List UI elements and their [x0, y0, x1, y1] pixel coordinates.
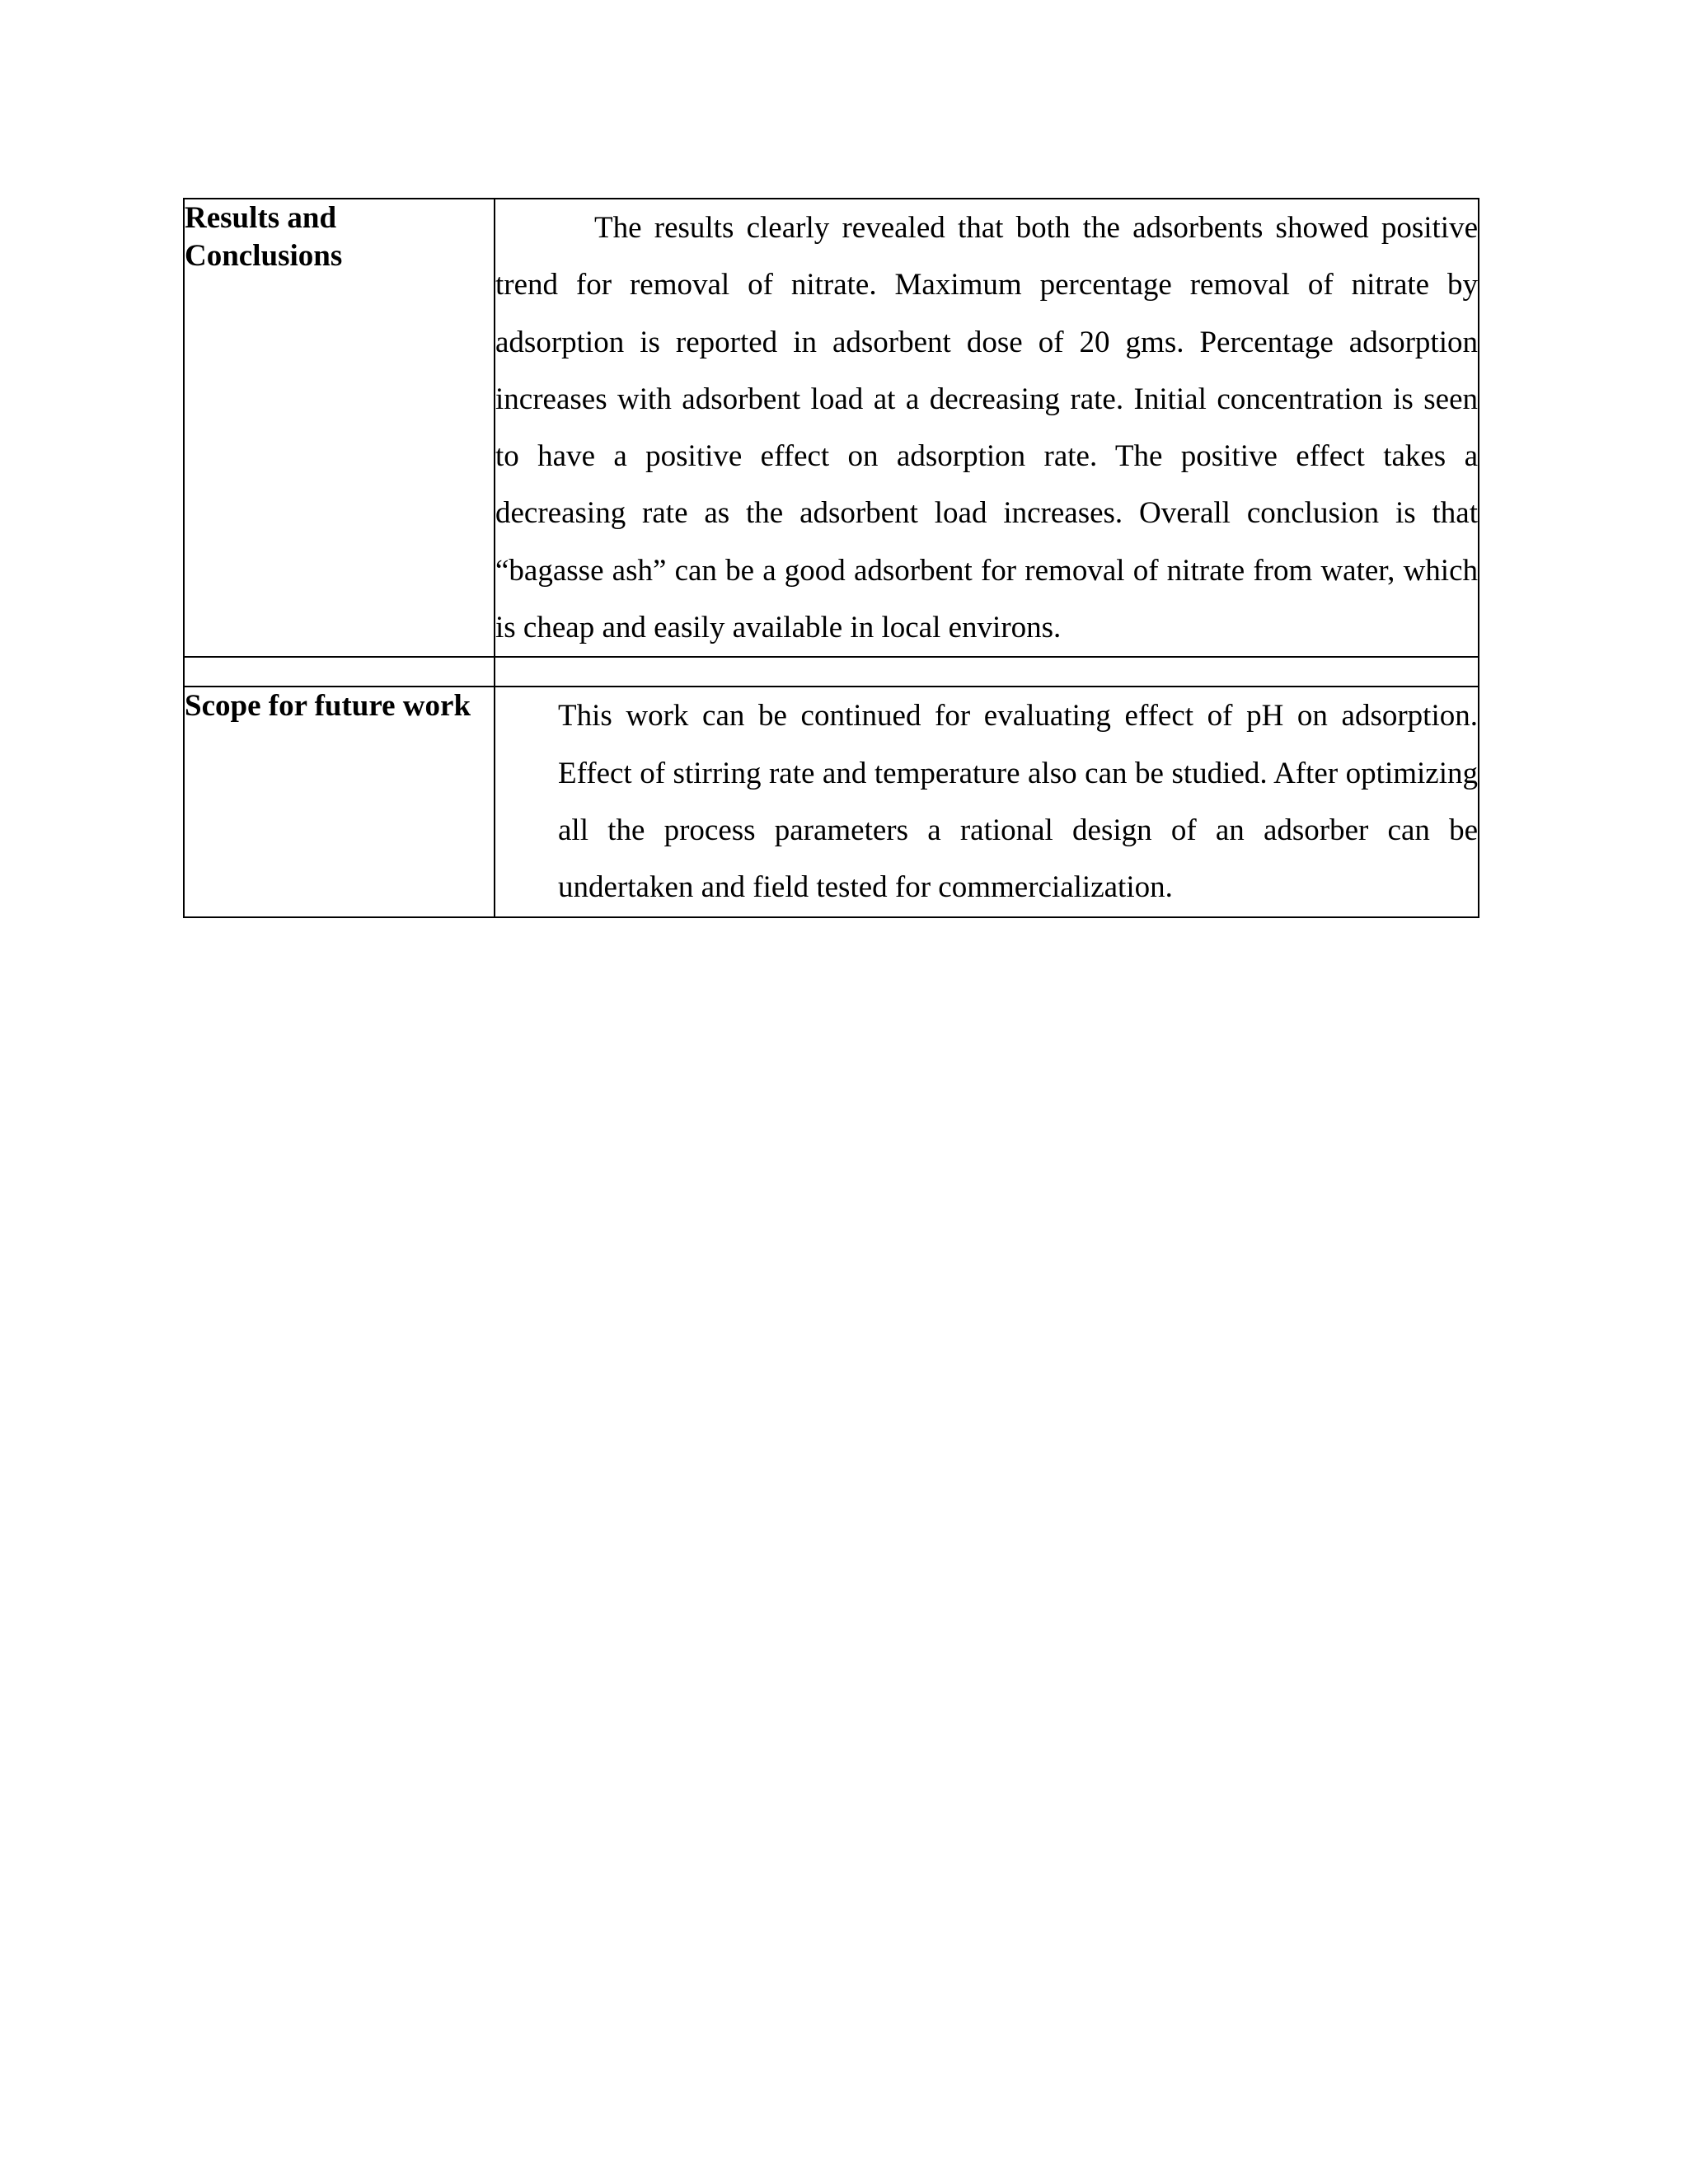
scope-paragraph: This work can be continued for evaluating effect of pH on adsorption. Effect of stirring rate and temperature also can be studied. After optimizing all the process parameters a rational design of an adsorber can be undertaken and field tested for commercialization.	[558, 699, 1478, 905]
label-text: Results and Conclusions	[185, 201, 343, 273]
row-label-results-and-conclusions	[184, 199, 495, 657]
empty-label-cell	[184, 657, 495, 687]
table-row-results-and-conclusions	[184, 199, 1479, 657]
empty-body-cell	[495, 657, 1479, 687]
summary-table	[183, 198, 1479, 918]
row-body-results-and-conclusions	[495, 199, 1479, 657]
table-row-empty	[184, 657, 1479, 687]
label-text: Scope for future work	[185, 689, 471, 724]
results-paragraph: The results clearly revealed that both the adsorbents showed positive trend for removal of nitrate. Maximum percentage removal of nitrate by adsorption is reported in adsorbent dose of 20 gms. Percentage adsorption increases with adsorbent load at a decreasing rate. Initial concentration is seen to have a positive effect on adsorption rate. The positive effect takes a decreasing rate as the adsorbent load increases. Overall conclusion is that “bagasse ash” can be a good adsorbent for removal of nitrate from water, which is cheap and easily available in local environs.	[495, 211, 1478, 645]
row-label-scope-for-future-work	[184, 687, 495, 916]
table-row-scope-for-future-work	[184, 687, 1479, 916]
row-body-scope-for-future-work	[495, 687, 1479, 916]
